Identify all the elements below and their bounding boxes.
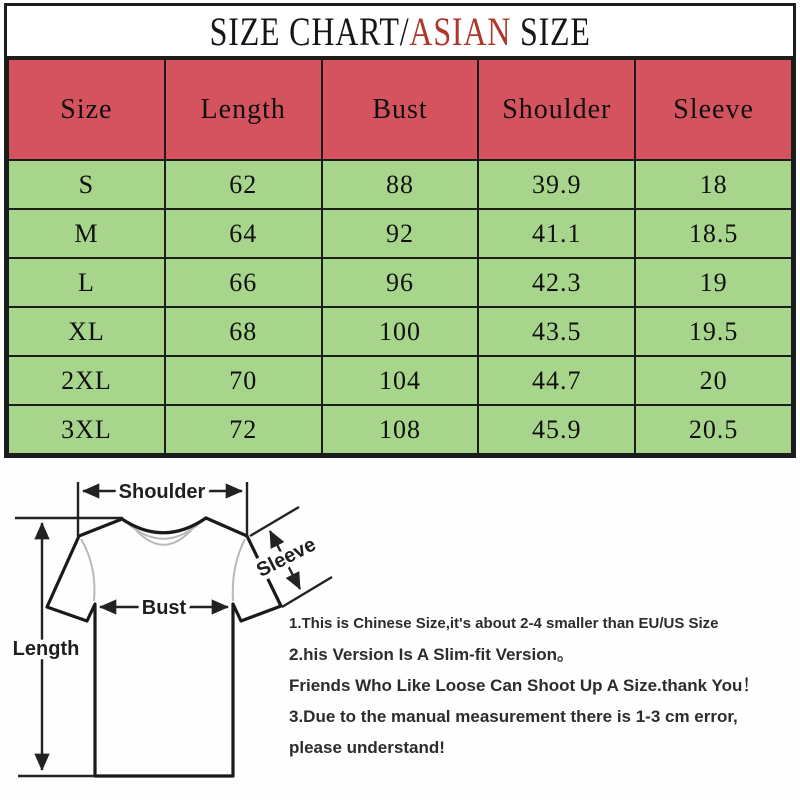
cell-length: 72 xyxy=(165,405,322,454)
note-line-4: 3.Due to the manual measurement there is 1-3 cm error, xyxy=(289,707,738,726)
cell-length: 68 xyxy=(165,307,322,356)
size-table-header-row xyxy=(8,59,792,160)
cell-bust: 104 xyxy=(322,356,479,405)
table-row-m xyxy=(8,209,792,258)
sleeve-lower-extent-line xyxy=(282,577,332,607)
cell-shoulder: 41.1 xyxy=(478,209,635,258)
title-prefix: SIZE CHART/ xyxy=(209,8,410,54)
sleeve-upper-extent-line xyxy=(250,507,299,536)
cell-sleeve: 18.5 xyxy=(635,209,792,258)
table-row-s xyxy=(8,160,792,209)
cell-sleeve: 20 xyxy=(635,356,792,405)
cell-size: L xyxy=(8,258,165,307)
cell-size: 2XL xyxy=(8,356,165,405)
cell-length: 64 xyxy=(165,209,322,258)
note-line-5: please understand! xyxy=(289,738,445,757)
size-chart-frame xyxy=(4,3,796,458)
cell-shoulder: 42.3 xyxy=(478,258,635,307)
cell-bust: 92 xyxy=(322,209,479,258)
table-row-2xl xyxy=(8,356,792,405)
cell-bust: 108 xyxy=(322,405,479,454)
cell-shoulder: 44.7 xyxy=(478,356,635,405)
title-highlight: ASIAN xyxy=(409,8,511,54)
shoulder-label: Shoulder xyxy=(118,481,206,503)
note-line-2: 2.his Version Is A Slim-fit Version。 xyxy=(289,645,574,664)
title-suffix: SIZE xyxy=(510,8,591,54)
column-header-bust: Bust xyxy=(322,59,479,160)
measurement-lines xyxy=(12,482,332,776)
bust-label: Bust xyxy=(141,597,187,619)
column-header-length: Length xyxy=(165,59,322,160)
tshirt-outline xyxy=(47,518,281,776)
cell-length: 66 xyxy=(165,258,322,307)
cell-length: 62 xyxy=(165,160,322,209)
cell-sleeve: 18 xyxy=(635,160,792,209)
cell-length: 70 xyxy=(165,356,322,405)
size-table xyxy=(7,58,793,455)
column-header-size: Size xyxy=(8,59,165,160)
sleeve-label: Sleeve xyxy=(253,533,320,582)
cell-bust: 96 xyxy=(322,258,479,307)
note-line-1: 1.This is Chinese Size,it's about 2-4 smaller than EU/US Size xyxy=(289,615,719,632)
cell-shoulder: 39.9 xyxy=(478,160,635,209)
note-line-3: Friends Who Like Loose Can Shoot Up A Size.thank You！ xyxy=(289,676,760,695)
cell-size: XL xyxy=(8,307,165,356)
cell-sleeve: 19 xyxy=(635,258,792,307)
column-header-shoulder: Shoulder xyxy=(478,59,635,160)
page-title-text xyxy=(209,8,590,55)
length-label: Length xyxy=(12,638,80,660)
table-row-xl xyxy=(8,307,792,356)
cell-sleeve: 19.5 xyxy=(635,307,792,356)
size-notes xyxy=(289,608,797,763)
table-row-l xyxy=(8,258,792,307)
cell-sleeve: 20.5 xyxy=(635,405,792,454)
page-title xyxy=(7,6,793,58)
cell-size: S xyxy=(8,160,165,209)
cell-shoulder: 43.5 xyxy=(478,307,635,356)
cell-shoulder: 45.9 xyxy=(478,405,635,454)
cell-bust: 88 xyxy=(322,160,479,209)
cell-size: 3XL xyxy=(8,405,165,454)
cell-bust: 100 xyxy=(322,307,479,356)
column-header-sleeve: Sleeve xyxy=(635,59,792,160)
cell-size: M xyxy=(8,209,165,258)
table-row-3xl xyxy=(8,405,792,454)
